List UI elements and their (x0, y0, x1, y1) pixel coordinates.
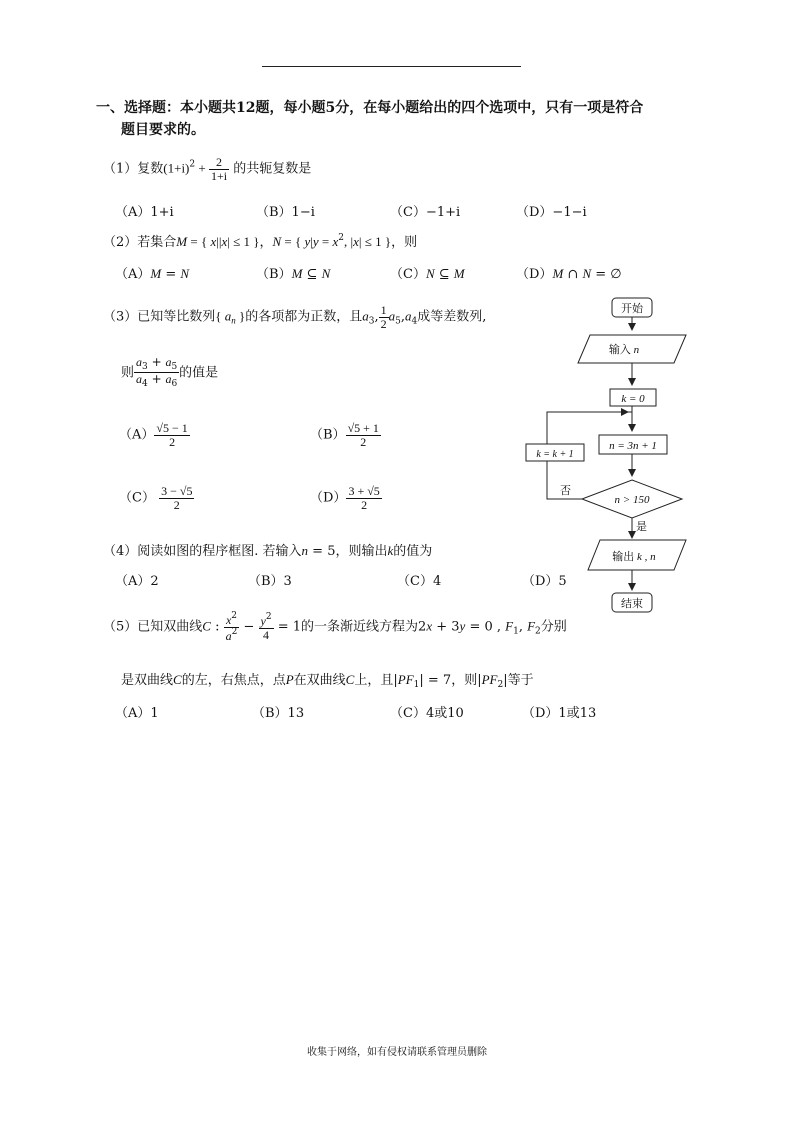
q3-option-d: （D） $\frac{3 + √5}{2}$ (310, 484, 380, 512)
section-heading-cont: 题目要求的。 (121, 122, 205, 138)
flow-output-label: 输出 k , n (612, 551, 656, 563)
q4-option-c: （C）4 (397, 574, 442, 589)
q4-option-a: （A）2 (115, 574, 159, 589)
q2-tail: ，则 (391, 235, 418, 250)
q2-option-d: （D）M ∩ N = ∅ (516, 266, 622, 282)
q1-option-a: （A）1+i (115, 205, 174, 220)
q1-option-c: （C）−1+i (390, 205, 461, 220)
question-3-line2: 则 $\frac{a_3 + a_5}{a_4 + a_6}$ 的值是 (121, 355, 219, 390)
q3-label: （3）已知等比数列 (103, 309, 216, 325)
question-3: （3）已知等比数列{ $a_n$ }的各项都为正数，且$a_3$, $\frac{1}{2}$ $a_5,a_4$成等差数列, (103, 303, 487, 331)
flow-end-label: 结束 (621, 598, 643, 610)
question-5: （5）已知双曲线C : $\frac{x^2}{a^2}$ − $\frac{y^2}{4}$ = 1的一条渐近线方程为2x + 3y = 0 , $F_1$, $F_2$分别 (103, 611, 567, 643)
question-1: （1）复数$(1+i)^2$ + $\frac{2}{1+i}$ 的共轭复数是 (103, 155, 312, 183)
q2-label: （2）若集合 (103, 235, 177, 250)
q3-option-a: （A） $\frac{√5 - 1}{2}$ (119, 421, 188, 449)
flow-condition-label: n > 150 (614, 494, 650, 506)
footer-note: 收集于网络，如有侵权请联系管理员删除 (307, 1047, 487, 1058)
q4-option-d: （D）5 (522, 574, 567, 589)
flow-yes-label: 是 (636, 521, 647, 533)
q1-option-b: （B）1−i (256, 205, 315, 220)
section-heading: 一、选择题：本小题共12题，每小题5分，在每小题给出的四个选项中，只有一项是符合 (96, 100, 644, 116)
q2-option-b: （B）M ⊆ N (256, 266, 331, 282)
q1-option-d: （D）−1−i (516, 205, 587, 220)
q5-option-a: （A）1 (115, 706, 159, 721)
q5-option-c: （C）4或10 (390, 706, 464, 721)
q1-label: （1）复数 (103, 161, 164, 177)
q3-tail: 成等差数列, (417, 309, 487, 325)
q1-tail: 的共轭复数是 (233, 161, 312, 177)
flow-init-label: k = 0 (621, 393, 645, 405)
flow-start-label: 开始 (621, 303, 643, 315)
q2-option-c: （C）N ⊆ M (390, 266, 465, 282)
q3-option-c: （C） $\frac{3 - √5}{2}$ (119, 484, 193, 512)
flow-no-label: 否 (560, 485, 571, 497)
question-2: （2）若集合M = { x||x| ≤ 1 }，N = { $y|y = x^2$, |x| ≤ 1 }，则 (103, 233, 418, 250)
q3-mid: 的各项都为正数，且 (245, 309, 363, 325)
flow-increment-label: k = k + 1 (536, 449, 574, 460)
q5-option-b: （B）13 (252, 706, 305, 721)
q4-option-b: （B）3 (248, 574, 292, 589)
q2-option-a: （A）M = N (115, 266, 190, 282)
question-5-line2: 是双曲线C的左，右焦点，点P在双曲线C上，且$|PF_1| = 7$，则$|PF_2|$等于 (121, 672, 534, 690)
question-4: （4）阅读如图的程序框图. 若输入n = 5，则输出k的值为 (103, 543, 433, 559)
flow-assign-label: n = 3n + 1 (609, 440, 657, 452)
q3-option-b: （B） $\frac{√5 + 1}{2}$ (310, 421, 379, 449)
flow-input-label: 输入 n (608, 344, 640, 356)
header-rule (262, 66, 521, 67)
q1-fraction: $\frac{2}{1+i}$ (210, 155, 228, 183)
q5-option-d: （D）1或13 (522, 706, 597, 721)
program-flowchart (510, 290, 700, 620)
